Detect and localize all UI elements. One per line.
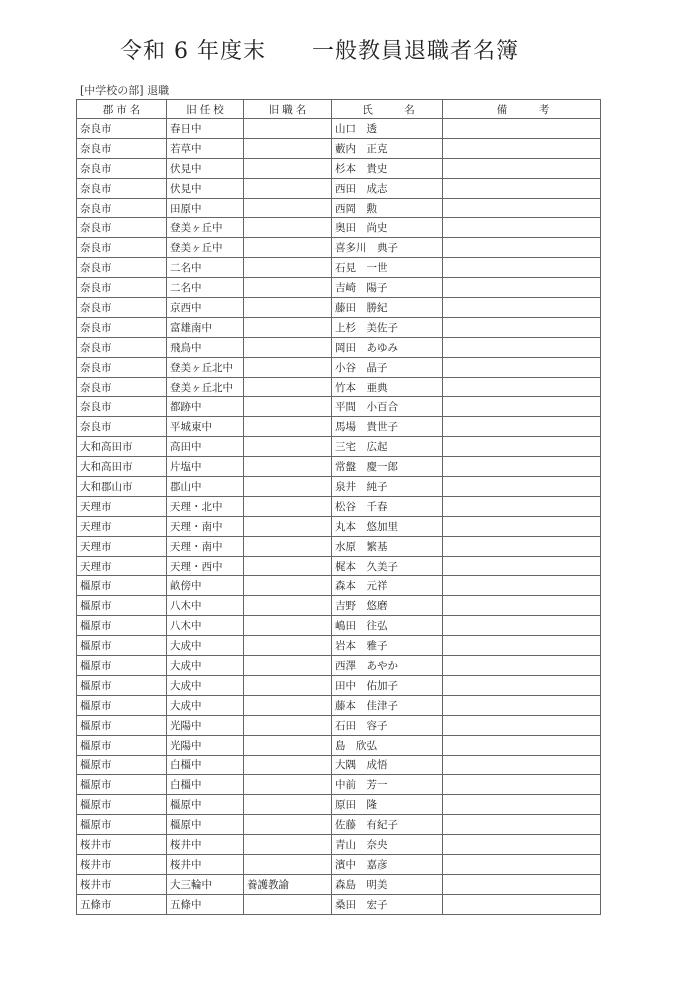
table-row: [77, 337, 601, 357]
cell-remarks: [443, 138, 601, 158]
cell-remarks: [443, 715, 601, 735]
cell-remarks: [443, 337, 601, 357]
cell-former-position: [244, 576, 332, 596]
cell-district: 奈良市: [77, 278, 167, 298]
cell-former-position: [244, 795, 332, 815]
cell-district: 奈良市: [77, 238, 167, 258]
cell-remarks: [443, 854, 601, 874]
cell-district: 奈良市: [77, 357, 167, 377]
header-district: 郡市名: [77, 100, 167, 119]
cell-former-school: 大成中: [167, 675, 244, 695]
cell-former-position: [244, 477, 332, 497]
cell-former-position: [244, 158, 332, 178]
cell-district: 奈良市: [77, 337, 167, 357]
cell-former-school: 大成中: [167, 695, 244, 715]
cell-former-position: 養護教諭: [244, 874, 332, 894]
cell-remarks: [443, 695, 601, 715]
cell-district: 橿原市: [77, 775, 167, 795]
cell-former-school: 都跡中: [167, 397, 244, 417]
cell-remarks: [443, 198, 601, 218]
header-former-school: 旧任校: [167, 100, 244, 119]
cell-district: 橿原市: [77, 656, 167, 676]
cell-remarks: [443, 735, 601, 755]
cell-former-position: [244, 357, 332, 377]
cell-remarks: [443, 496, 601, 516]
cell-district: 天理市: [77, 556, 167, 576]
table-row: [77, 576, 601, 596]
cell-remarks: [443, 596, 601, 616]
cell-remarks: [443, 258, 601, 278]
table-row: [77, 795, 601, 815]
cell-former-school: 春日中: [167, 119, 244, 139]
title-fiscal-year: 令和 6 年度末: [120, 39, 266, 64]
cell-former-position: [244, 377, 332, 397]
cell-former-school: 富雄南中: [167, 317, 244, 337]
cell-name: 大隅 成悟: [332, 755, 443, 775]
cell-remarks: [443, 278, 601, 298]
cell-district: 奈良市: [77, 119, 167, 139]
cell-remarks: [443, 576, 601, 596]
table-row: [77, 298, 601, 318]
table-row: [77, 417, 601, 437]
header-former-position: 旧職名: [244, 100, 332, 119]
cell-district: 奈良市: [77, 158, 167, 178]
cell-remarks: [443, 457, 601, 477]
cell-remarks: [443, 218, 601, 238]
table-row: [77, 854, 601, 874]
cell-former-position: [244, 755, 332, 775]
cell-former-school: 登美ヶ丘中: [167, 238, 244, 258]
cell-former-position: [244, 636, 332, 656]
table-row: [77, 238, 601, 258]
cell-name: 竹本 亜典: [332, 377, 443, 397]
cell-name: 森島 明美: [332, 874, 443, 894]
cell-remarks: [443, 656, 601, 676]
cell-name: 濱中 嘉彦: [332, 854, 443, 874]
cell-remarks: [443, 317, 601, 337]
cell-district: 橿原市: [77, 576, 167, 596]
cell-district: 奈良市: [77, 397, 167, 417]
cell-name: 藤田 勝紀: [332, 298, 443, 318]
cell-district: 天理市: [77, 536, 167, 556]
cell-district: 奈良市: [77, 178, 167, 198]
cell-district: 奈良市: [77, 198, 167, 218]
cell-former-position: [244, 138, 332, 158]
cell-name: 佐藤 有紀子: [332, 815, 443, 835]
table-row: [77, 198, 601, 218]
cell-name: 水原 繁基: [332, 536, 443, 556]
cell-former-position: [244, 238, 332, 258]
cell-remarks: [443, 437, 601, 457]
cell-remarks: [443, 377, 601, 397]
cell-former-position: [244, 536, 332, 556]
cell-name: 常盤 慶一郎: [332, 457, 443, 477]
cell-district: 大和高田市: [77, 457, 167, 477]
cell-former-position: [244, 417, 332, 437]
cell-name: 岩本 雅子: [332, 636, 443, 656]
cell-district: 大和高田市: [77, 437, 167, 457]
table-row: [77, 178, 601, 198]
cell-former-position: [244, 835, 332, 855]
cell-district: 奈良市: [77, 298, 167, 318]
cell-former-school: 光陽中: [167, 735, 244, 755]
cell-former-school: 登美ヶ丘北中: [167, 357, 244, 377]
cell-former-position: [244, 675, 332, 695]
cell-former-position: [244, 337, 332, 357]
table-row: [77, 636, 601, 656]
cell-former-school: 白橿中: [167, 755, 244, 775]
cell-district: 橿原市: [77, 675, 167, 695]
cell-former-school: 若草中: [167, 138, 244, 158]
cell-name: 上杉 美佐子: [332, 317, 443, 337]
cell-remarks: [443, 178, 601, 198]
cell-former-school: 大三輪中: [167, 874, 244, 894]
cell-former-position: [244, 775, 332, 795]
cell-name: 小谷 晶子: [332, 357, 443, 377]
cell-former-position: [244, 854, 332, 874]
cell-former-school: 天理・南中: [167, 516, 244, 536]
page-title: [0, 34, 700, 64]
cell-remarks: [443, 755, 601, 775]
table-row: [77, 258, 601, 278]
table-row: [77, 735, 601, 755]
cell-former-school: 郡山中: [167, 477, 244, 497]
cell-former-position: [244, 178, 332, 198]
cell-former-school: 高田中: [167, 437, 244, 457]
cell-district: 橿原市: [77, 795, 167, 815]
cell-district: 奈良市: [77, 417, 167, 437]
cell-former-school: 登美ヶ丘北中: [167, 377, 244, 397]
cell-former-school: 天理・北中: [167, 496, 244, 516]
cell-district: 天理市: [77, 516, 167, 536]
cell-remarks: [443, 158, 601, 178]
cell-district: 五條市: [77, 894, 167, 914]
cell-remarks: [443, 536, 601, 556]
cell-former-position: [244, 894, 332, 914]
cell-remarks: [443, 616, 601, 636]
cell-former-school: 飛鳥中: [167, 337, 244, 357]
table-row: [77, 119, 601, 139]
table-row: [77, 457, 601, 477]
cell-former-school: 二名中: [167, 258, 244, 278]
header-remarks: 備 考: [443, 100, 601, 119]
cell-name: 桑田 宏子: [332, 894, 443, 914]
cell-name: 中前 芳一: [332, 775, 443, 795]
cell-name: 青山 奈央: [332, 835, 443, 855]
cell-remarks: [443, 775, 601, 795]
cell-former-school: 桜井中: [167, 854, 244, 874]
cell-name: 西澤 あやか: [332, 656, 443, 676]
cell-district: 橿原市: [77, 596, 167, 616]
table-row: [77, 556, 601, 576]
cell-former-school: 五條中: [167, 894, 244, 914]
cell-name: 三宅 広起: [332, 437, 443, 457]
cell-remarks: [443, 874, 601, 894]
table-row: [77, 516, 601, 536]
cell-remarks: [443, 119, 601, 139]
cell-name: 山口 透: [332, 119, 443, 139]
cell-remarks: [443, 477, 601, 497]
cell-remarks: [443, 516, 601, 536]
cell-name: 森本 元祥: [332, 576, 443, 596]
cell-former-position: [244, 496, 332, 516]
table-row: [77, 477, 601, 497]
cell-former-position: [244, 616, 332, 636]
cell-name: 丸本 悠加里: [332, 516, 443, 536]
cell-district: 橿原市: [77, 755, 167, 775]
cell-former-school: 大成中: [167, 636, 244, 656]
table-row: [77, 596, 601, 616]
cell-remarks: [443, 357, 601, 377]
table-row: [77, 158, 601, 178]
cell-former-position: [244, 397, 332, 417]
cell-name: 嶋田 往弘: [332, 616, 443, 636]
table-row: [77, 835, 601, 855]
cell-former-position: [244, 198, 332, 218]
cell-district: 大和郡山市: [77, 477, 167, 497]
cell-former-position: [244, 715, 332, 735]
cell-district: 奈良市: [77, 258, 167, 278]
table-row: [77, 496, 601, 516]
cell-district: 橿原市: [77, 815, 167, 835]
cell-name: 田中 佑加子: [332, 675, 443, 695]
table-row: [77, 695, 601, 715]
cell-remarks: [443, 397, 601, 417]
table-row: [77, 675, 601, 695]
cell-former-school: 平城東中: [167, 417, 244, 437]
table-row: [77, 775, 601, 795]
table-row: [77, 715, 601, 735]
table-row: [77, 218, 601, 238]
cell-remarks: [443, 894, 601, 914]
cell-former-position: [244, 317, 332, 337]
cell-former-position: [244, 735, 332, 755]
cell-name: 石見 一世: [332, 258, 443, 278]
cell-former-school: 八木中: [167, 616, 244, 636]
cell-name: 原田 隆: [332, 795, 443, 815]
cell-district: 奈良市: [77, 218, 167, 238]
table-row: [77, 894, 601, 914]
cell-name: 岡田 あゆみ: [332, 337, 443, 357]
cell-former-school: 田原中: [167, 198, 244, 218]
cell-former-school: 桜井中: [167, 835, 244, 855]
cell-former-school: 白橿中: [167, 775, 244, 795]
table-row: [77, 278, 601, 298]
cell-district: 桜井市: [77, 835, 167, 855]
cell-former-position: [244, 298, 332, 318]
cell-former-position: [244, 596, 332, 616]
cell-former-school: 片塩中: [167, 457, 244, 477]
cell-remarks: [443, 815, 601, 835]
cell-remarks: [443, 675, 601, 695]
cell-name: 石田 容子: [332, 715, 443, 735]
title-roster: 一般教員退職者名簿: [312, 39, 520, 64]
cell-former-position: [244, 656, 332, 676]
cell-district: 桜井市: [77, 874, 167, 894]
cell-remarks: [443, 636, 601, 656]
cell-name: 島 欣弘: [332, 735, 443, 755]
cell-former-position: [244, 815, 332, 835]
cell-former-position: [244, 556, 332, 576]
cell-remarks: [443, 556, 601, 576]
cell-remarks: [443, 238, 601, 258]
table-row: [77, 437, 601, 457]
cell-name: 梶本 久美子: [332, 556, 443, 576]
cell-name: 吉野 悠磨: [332, 596, 443, 616]
header-name: 氏 名: [332, 100, 443, 119]
cell-former-school: 天理・南中: [167, 536, 244, 556]
cell-former-position: [244, 516, 332, 536]
cell-name: 西田 成志: [332, 178, 443, 198]
cell-former-position: [244, 119, 332, 139]
cell-name: 泉井 純子: [332, 477, 443, 497]
cell-former-school: 天理・西中: [167, 556, 244, 576]
table-body: [77, 119, 601, 915]
cell-district: 橿原市: [77, 616, 167, 636]
table-row: [77, 138, 601, 158]
cell-former-school: 大成中: [167, 656, 244, 676]
cell-former-position: [244, 218, 332, 238]
table-row: [77, 656, 601, 676]
cell-former-school: 光陽中: [167, 715, 244, 735]
cell-district: 天理市: [77, 496, 167, 516]
cell-name: 西岡 勲: [332, 198, 443, 218]
cell-former-school: 伏見中: [167, 178, 244, 198]
cell-name: 藪内 正克: [332, 138, 443, 158]
cell-former-school: 二名中: [167, 278, 244, 298]
cell-name: 杉本 貴史: [332, 158, 443, 178]
cell-remarks: [443, 298, 601, 318]
section-label: [中学校の部] 退職: [80, 84, 170, 97]
cell-district: 桜井市: [77, 854, 167, 874]
cell-district: 奈良市: [77, 317, 167, 337]
cell-district: 橿原市: [77, 695, 167, 715]
cell-former-school: 京西中: [167, 298, 244, 318]
table-row: [77, 874, 601, 894]
table-row: [77, 397, 601, 417]
cell-district: 橿原市: [77, 735, 167, 755]
cell-former-school: 橿原中: [167, 795, 244, 815]
cell-name: 喜多川 典子: [332, 238, 443, 258]
cell-former-position: [244, 695, 332, 715]
table-header-row: [77, 100, 601, 119]
cell-former-position: [244, 258, 332, 278]
cell-name: 奥田 尚史: [332, 218, 443, 238]
cell-former-school: 伏見中: [167, 158, 244, 178]
retiree-table: [76, 99, 601, 915]
cell-remarks: [443, 835, 601, 855]
cell-former-school: 畝傍中: [167, 576, 244, 596]
cell-name: 平間 小百合: [332, 397, 443, 417]
cell-remarks: [443, 417, 601, 437]
cell-name: 松谷 千春: [332, 496, 443, 516]
cell-former-school: 八木中: [167, 596, 244, 616]
table-row: [77, 616, 601, 636]
table-row: [77, 536, 601, 556]
table-row: [77, 815, 601, 835]
cell-district: 奈良市: [77, 377, 167, 397]
table-row: [77, 357, 601, 377]
cell-name: 藤本 佳津子: [332, 695, 443, 715]
table-row: [77, 755, 601, 775]
cell-district: 橿原市: [77, 636, 167, 656]
cell-former-position: [244, 278, 332, 298]
table-row: [77, 377, 601, 397]
cell-name: 馬場 貴世子: [332, 417, 443, 437]
cell-former-school: 登美ヶ丘中: [167, 218, 244, 238]
cell-former-position: [244, 457, 332, 477]
cell-former-position: [244, 437, 332, 457]
cell-former-school: 橿原中: [167, 815, 244, 835]
table-row: [77, 317, 601, 337]
cell-name: 吉崎 陽子: [332, 278, 443, 298]
cell-remarks: [443, 795, 601, 815]
cell-district: 橿原市: [77, 715, 167, 735]
cell-district: 奈良市: [77, 138, 167, 158]
